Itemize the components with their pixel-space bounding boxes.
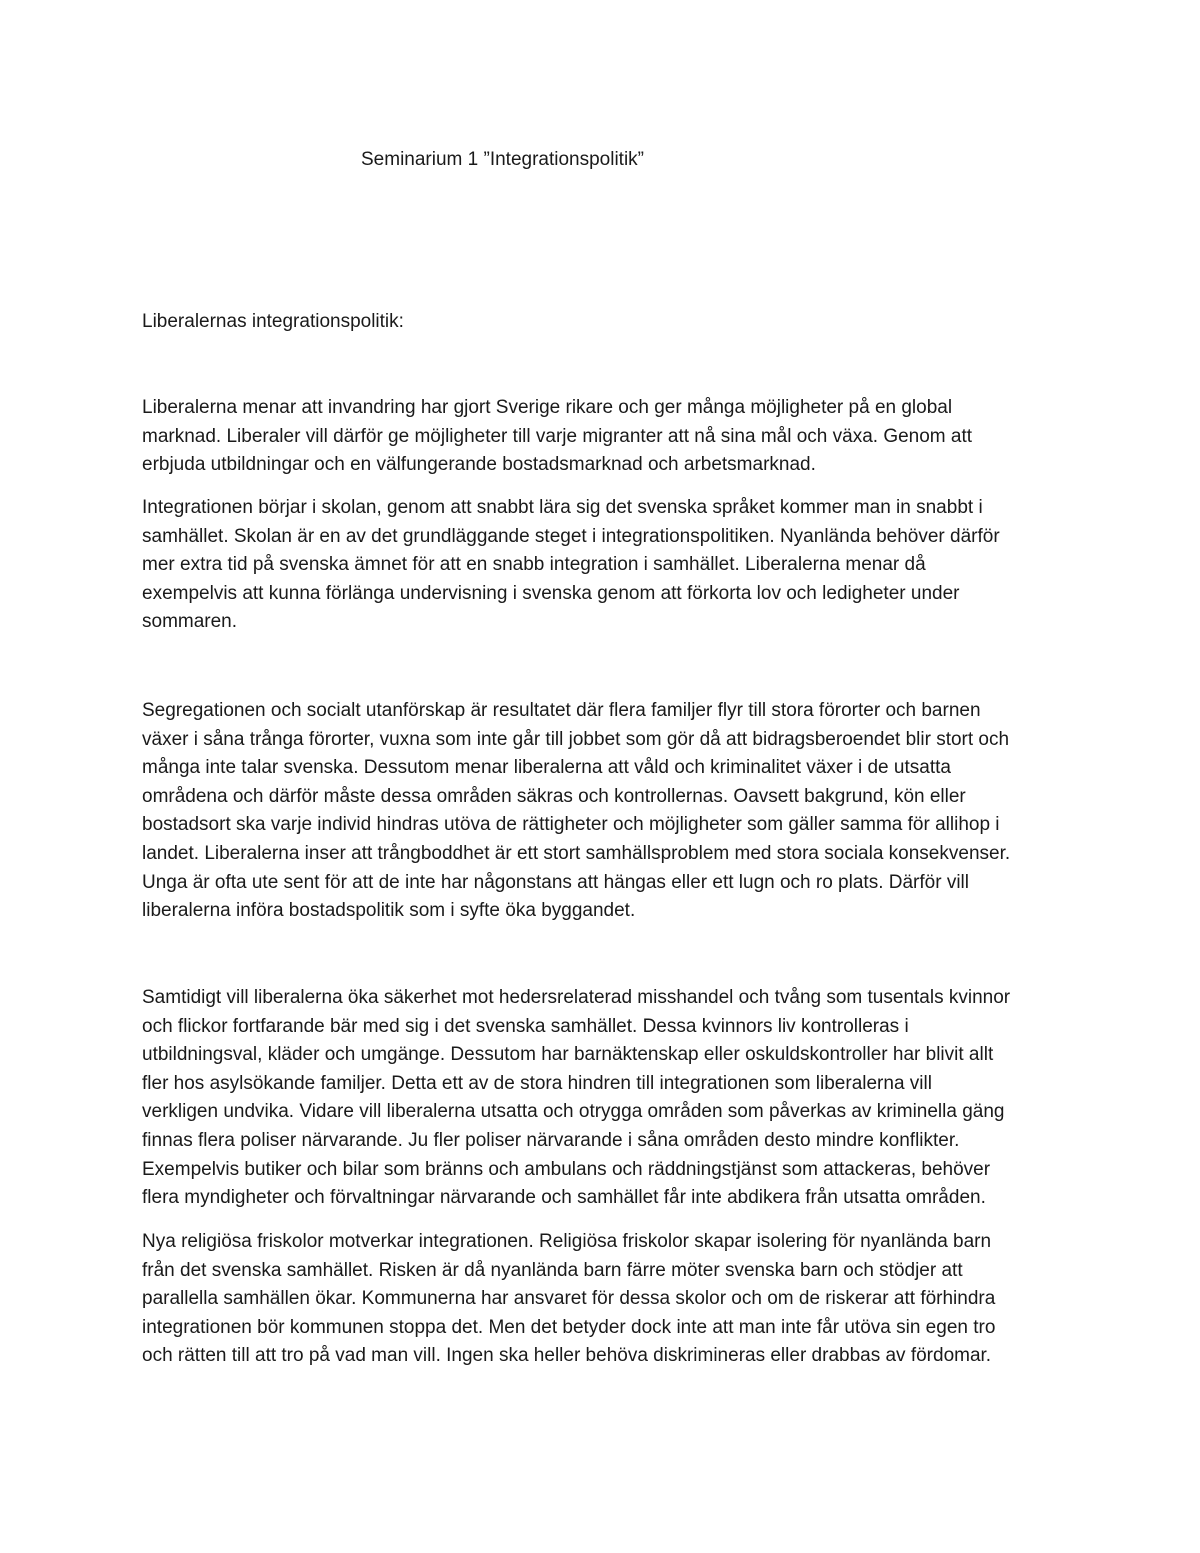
paragraph-line: Nya religiösa friskolor motverkar integrationen. Religiösa friskolor skapar isolering för nyanlända barn — [142, 1231, 992, 1252]
paragraph-line: landet. Liberalerna inser att trångboddhet är ett stort samhällsproblem med stora sociala konsekvenser. — [142, 842, 1011, 864]
paragraph-line: Liberalerna menar att invandring har gjort Sverige rikare och ger många möjligheter på en global — [142, 397, 953, 418]
paragraph-line: Integrationen börjar i skolan, genom att snabbt lära sig det svenska språket kommer man in snabbt i — [142, 497, 983, 518]
paragraph-3 — [142, 697, 1062, 926]
paragraph-line: samhället. Skolan är en av det grundläggande steget i integrationspolitiken. Nyanlända behöver därför — [142, 525, 1000, 547]
paragraph-line: växer i såna trånga förorter, vuxna som inte går till jobbet som gör då att bidragsberoendet blir stort och — [142, 728, 1010, 750]
paragraph-line: finnas flera poliser närvarande. Ju fler poliser närvarande i såna områden desto mindre konflikter. — [142, 1129, 960, 1151]
paragraph-line: Samtidigt vill liberalerna öka säkerhet mot hedersrelaterad misshandel och tvång som tusentals kvinnor — [142, 987, 1011, 1008]
paragraph-line: liberalerna införa bostadspolitik som i syfte öka byggandet. — [142, 900, 636, 922]
paragraph-line: exempelvis att kunna förlänga undervisning i svenska genom att förkorta lov och ledigheter under — [142, 582, 960, 604]
paragraph-line: marknad. Liberaler vill därför ge möjligheter till varje migranter att nå sina mål och växa. Genom att — [142, 425, 973, 447]
paragraph-line: utbildningsval, kläder och umgänge. Dessutom har barnäktenskap eller oskuldskontroller har blivit allt — [142, 1044, 994, 1066]
section-heading: Liberalernas integrationspolitik: — [142, 311, 404, 332]
paragraph-line: mer extra tid på svenska ämnet för att en snabb integration i samhället. Liberalerna menar då — [142, 554, 926, 576]
paragraph-line: och rätten till att tro på vad man vill. Ingen ska heller behöva diskrimineras eller drabbas av fördomar. — [142, 1345, 992, 1367]
paragraph-line: bostadsort ska varje individ hindras utöva de rättigheter och möjligheter som gäller samma för allihop i — [142, 814, 1000, 836]
paragraph-2 — [142, 494, 1062, 637]
paragraph-line: parallella samhällen ökar. Kommunerna har ansvaret för dessa skolor och om de riskerar att förhindra — [142, 1288, 996, 1310]
paragraph-line: områdena och därför måste dessa områden säkras och kontrollernas. Oavsett bakgrund, kön eller — [142, 785, 966, 807]
paragraph-line: erbjuda utbildningar och en välfungerande bostadsmarknad och arbetsmarknad. — [142, 454, 816, 476]
paragraph-4 — [142, 984, 1062, 1213]
paragraph-line: Segregationen och socialt utanförskap är resultatet där flera familjer flyr till stora förorter och barnen — [142, 700, 981, 721]
paragraph-line: flera myndigheter och förvaltningar närvarande och samhället får inte abdikera från utsatta områden. — [142, 1187, 986, 1209]
paragraph-line: och flickor fortfarande bär med sig i det svenska samhället. Dessa kvinnors liv kontrolleras i — [142, 1015, 909, 1037]
paragraph-line: många inte talar svenska. Dessutom menar liberalerna att våld och kriminalitet växer i de utsatta — [142, 757, 951, 779]
paragraph-line: integrationen bör kommunen stoppa det. Men det betyder dock inte att man inte får utöva sin egen tro — [142, 1316, 996, 1338]
paragraph-line: Exempelvis butiker och bilar som bränns och ambulans och räddningstjänst som attackeras, behöver — [142, 1158, 991, 1180]
paragraph-line: sommaren. — [142, 611, 238, 633]
paragraph-1 — [142, 394, 1062, 480]
paragraph-line: Unga är ofta ute sent för att de inte har någonstans att hängas eller ett lugn och ro plats. Därför vill — [142, 871, 969, 893]
paragraph-5 — [142, 1228, 1062, 1371]
document-title: Seminarium 1 ”Integrationspolitik” — [361, 149, 645, 170]
paragraph-line: fler hos asylsökande familjer. Detta ett av de stora hindren till integrationen som liberalerna vill — [142, 1072, 932, 1094]
paragraph-line: verkligen undvika. Vidare vill liberalerna utsatta och otrygga områden som påverkas av kriminella gäng — [142, 1101, 1005, 1123]
paragraph-line: från det svenska samhället. Risken är då nyanlända barn färre möter svenska barn och stödjer att — [142, 1259, 963, 1281]
